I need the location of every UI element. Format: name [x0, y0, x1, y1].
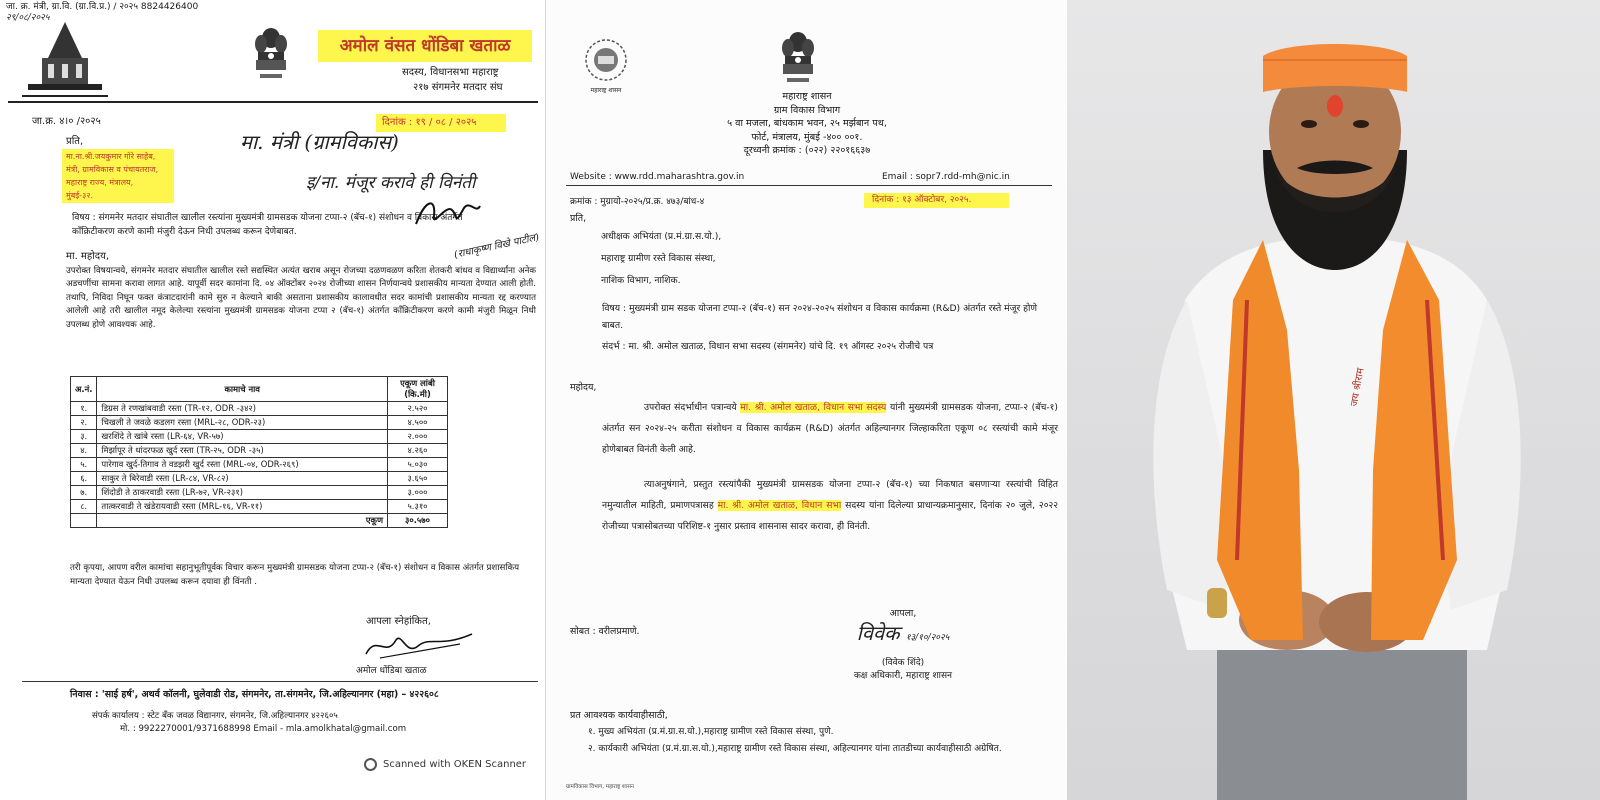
- subject-line: विषय : संगमनेर मतदार संघातील खालील रस्त्यांना मुख्यमंत्री ग्रामसडक योजना टप्पा-२ (बॅच-१) संशोधन व विकास अंतर्गत काँक्रिटीकरण करणे कामी मंजुरी देऊन निधी उपलब्ध करून देणेबाबत.: [72, 213, 463, 237]
- officer-signature-block: आपला, विवेक १३/१०/२०२५ (विवेक शिंदे) कक्ष अधिकारी, महाराष्ट्र शासन: [828, 606, 978, 681]
- letter-footer: ग्रामविकास विभाग, महाराष्ट्र शासन: [566, 784, 634, 790]
- table-row: ३. खरशिंदे ते खांबे रस्ता (LR-६४, VR-५७) २.०००: [71, 430, 448, 444]
- paragraph-2: त्याअनुषंगाने, प्रस्तुत रस्त्यांपैकी मुख्यमंत्री ग्रामसडक योजना टप्पा-२ (बॅच-१) च्या निकषात बसणाऱ्या रस्त्यांची विहित नमुन्यातील माहिती, प्रमाणपत्रासह मा. श्री. अमोल खताळ, विधान सभा सदस्य यांना दिलेल्या प्राधान्यक्रमानुसार, दिनांक २० जुले, २०२२ रोजीच्या पत्रासोबतच्या परिशिष्ट-१ नुसार प्रस्ताव शासनास सादर करावा, ही विनंती.: [602, 479, 1059, 532]
- enclosure-note: सोबत : वरीलप्रमाणे.: [570, 626, 640, 637]
- constituency: २१७ संगमनेर मतदार संघ: [413, 82, 503, 93]
- scanner-logo-icon: [364, 758, 377, 771]
- officer-signature: विवेक १३/१०/२०२५: [856, 621, 950, 645]
- to-label: प्रति,: [570, 213, 587, 224]
- road-works-table: [70, 376, 448, 528]
- website-link: Website : www.rdd.maharashtra.gov.in: [570, 172, 745, 182]
- reference-number: क्रमांक : मुग्रायो-२०२५/प्र.क्र. ४७३/बांध-४: [570, 197, 705, 207]
- salutation: मा. महोदय,: [66, 251, 110, 262]
- salutation: महोदय,: [570, 382, 597, 393]
- letter-number: जा.क्र. ४।० /२०२५: [32, 116, 101, 127]
- mla-letter: [0, 0, 545, 800]
- minister-name-overlay: (राधाकृष्ण विखे पाटील): [453, 232, 541, 261]
- maharashtra-seal-icon: [584, 38, 628, 82]
- email-address: Email : sopr7.rdd-mh@nic.in: [882, 172, 1010, 182]
- letterhead-divider: [8, 101, 538, 103]
- header-divider: [566, 185, 1052, 186]
- table-row: २. चिखली ते जवळे कडलग रस्ता (MRL-२८, ODR-२३) ४.५००: [71, 416, 448, 430]
- bracelet-icon: [1207, 588, 1227, 618]
- contact-details: मो. : 9922270001/9371688998 Email - mla.amolkhatal@gmail.com: [120, 724, 407, 734]
- letter-date: दिनांक : १९ / ०८ / २०२५: [376, 114, 506, 132]
- letter-date: दिनांक : १३ ऑक्टोबर, २०२५.: [864, 193, 1009, 208]
- col-length: एकूण लांबी (कि.मी): [388, 377, 448, 402]
- mla-name: अमोल वंसत धोंडिबा खताळ: [318, 30, 532, 62]
- mla-designation: सदस्य, विधानसभा महाराष्ट्र: [402, 67, 499, 78]
- copy-to-2: २. कार्यकारी अभियंता (प्र.मं.ग्रा.स.यो.),महाराष्ट्र ग्रामीण रस्ते विकास संस्था, अहिल्यानगर यांना तातडीच्या कार्यवाहीसाठी अग्रेषित.: [588, 744, 1002, 754]
- scanner-watermark: Scanned with OKEN Scanner: [364, 758, 526, 771]
- residence-address: निवास : 'साई हर्ष', अथर्व कॉलनी, घुलेवाडी रोड, संगमनेर, ता.संगमनेर, जि.अहिल्यानगर (महा) – ४२२६०८: [70, 689, 439, 700]
- seal-caption: महाराष्ट्र शासन: [590, 87, 622, 94]
- table-row: १. डिग्रस ते रणखांबवाडी रस्ता (TR-१२, ODR -३४२) २.५२०: [71, 402, 448, 416]
- to-label: प्रति,: [66, 136, 84, 147]
- paragraph-1: उपरोक्त संदर्भाधीन पत्रान्वये मा. श्री. अमोल खताळ, विधान सभा सदस्य यांनी मुख्यमंत्री ग्रामसडक योजना, टप्पा-२ (बॅच-१) अंतर्गत सन २०२४-२५ करीता संशोधन व विकास कार्यक्रम (R&D) अंतर्गत अहिल्यानगर जिल्हाकरिता एकूण ०८ रस्त्यांची कामे मंजूर होणेबाबत विनंती केली आहे.: [602, 402, 1058, 455]
- table-row: ८. तात्करवाडी ते खंडेरायवाडी रस्ता (MRL-१६, VR-११) ५.३१०: [71, 500, 448, 514]
- addressee-block: मा.ना.श्री.जयकुमार गोरे साहेब, मंत्री, ग्रामविकास व पंचायतराज, महाराष्ट्र राज्य, मंत्रालय, मुंबई-३२.: [62, 149, 174, 203]
- table-row: ६. साकुर ते बिरेवाडी रस्ता (LR-८४, VR-८२) ३.६५०: [71, 472, 448, 486]
- temple-logo-icon: [22, 18, 108, 98]
- mla-signature-icon: [360, 628, 478, 662]
- letter-body: उपरोक्त विषयान्वये, संगमनेर मतदार संघातील खालील रस्ते सद्यस्थित अत्यंत खराब असून रोजच्या दळणवळण करिता शेतकरी बांधव व विद्यार्थ्यांना अनेक अडचणींचा सामना करावा लागत आहे. यापूर्वी सदर कामांना दि. ०४ ऑक्टोंबर २०२४ रोजीच्या शासन निर्णयान्वये प्रशासकीय मान्यता देण्यात आली होती. तथापि, निविदा निघून फक्त कंत्राटदारांनी कामे सुरु न केल्याने बाकी असताना प्रशासकीय कालावधीत सदर कामांची प्रशासकीय मान्यता रद्द करण्यात आलेली आहे तरी खालील नमूद केलेल्या रस्त्यांना मुख्यमंत्री ग्रामसडक योजना टप्पा २ (बॅच-१) अंतर्गत काँक्रिटीकरण करणे कामी मंजुरी मिळून निधी उपलब्ध होणे आवश्यक आहे.: [66, 266, 536, 330]
- table-header-row: [71, 377, 448, 402]
- table-row: ७. शिंदोडी ते ठाकरवाडी रस्ता (LR-७२, VR-२३१) ३.०००: [71, 486, 448, 500]
- regards: आपला स्नेहांकित,: [366, 616, 431, 627]
- ashoka-emblem-icon: [778, 30, 818, 88]
- portrait-photo: [1067, 0, 1600, 800]
- handwritten-note-1: मा. मंत्री (ग्रामविकास): [240, 130, 399, 154]
- letter-a-top-note: जा. क्र. मंत्री, ग्रा.वि. (ग्रा.वि.प्र.) / २०२५ 8824426400 २९/०८/२०२५: [6, 2, 199, 23]
- department-header: महाराष्ट्र शासन ग्राम विकास विभाग ५ वा मजला, बांधकाम भवन, २५ मर्झबान पथ, फोर्ट, मंत्रालय, मुंबई -४०० ००१. दूरध्वनी क्रमांक : (०२२) २२०१६६३७: [727, 91, 887, 157]
- handwritten-note-2: इ/ना. मंजूर करावे ही विनंती: [306, 173, 476, 193]
- office-address: संपर्क कार्यालय : स्टेट बँक जवळ विद्यानगर, संगमनेर, जि.अहिल्यानगर ४२२६०५: [92, 711, 338, 721]
- government-letter: [545, 0, 1067, 800]
- col-serial: अ.नं.: [71, 377, 97, 402]
- table-row: ४. मिर्झापूर ते धांदरफळ खुर्द रस्ता (TR-२५, ODR -३५) ४.२६०: [71, 444, 448, 458]
- col-work-name: कामाचे नाव: [97, 377, 388, 402]
- table-total-row: एकूण ३०.५७०: [71, 514, 448, 528]
- closing-paragraph: तरी कृपया, आपण वरील कामांचा सहानुभूतीपूर्वक विचार करून मुख्यमंत्री ग्रामसडक योजना टप्पा-२ (बॅच-१) संशोधन व विकास अंतर्गत प्रशासकिय मान्यता देण्यात येऊन निधी उपलब्ध करून दयावा ही विंनती .: [70, 563, 520, 587]
- footer-divider: [22, 681, 538, 682]
- table-row: ५. पारेगाव खुर्द-तिगाव ते वडझरी खुर्द रस्ता (MRL-०४, ODR-२६९) ५.०३०: [71, 458, 448, 472]
- copy-to-1: १. मुख्य अभियंता (प्र.मं.ग्रा.स.यो.),महाराष्ट्र ग्रामीण रस्ते विकास संस्था, पुणे.: [588, 727, 834, 737]
- reference-line: संदर्भ : मा. श्री. अमोल खताळ, विधान सभा सदस्य (संगमनेर) यांचे दि. १९ ऑगस्ट २०२५ रोजीचे पत्र: [602, 341, 934, 352]
- shawl-lettering: जय श्रीराम: [1349, 367, 1367, 408]
- subject-line: विषय : मुख्यमंत्री ग्राम सडक योजना टप्पा-२ (बॅच-१) सन २०२४-२०२५ संशोधन व विकास कार्यक्रमा (R&D) अंतर्गत रस्ते मंजूर होणे बाबत.: [602, 303, 1038, 331]
- minister-signature-icon: [412, 194, 482, 234]
- person-portrait: [1067, 0, 1600, 800]
- signer-name: अमोल धोंडिबा खताळ: [356, 666, 427, 676]
- copy-to-heading: प्रत आवश्यक कार्यवाहीसाठी,: [570, 710, 668, 721]
- ashoka-emblem-icon: [252, 26, 290, 84]
- addressee-block: अधीक्षक अभियंता (प्र.मं.ग्रा.स.यो.), महाराष्ट्र ग्रामीण रस्ते विकास संस्था, नाशिक विभाग, नाशिक.: [601, 231, 722, 286]
